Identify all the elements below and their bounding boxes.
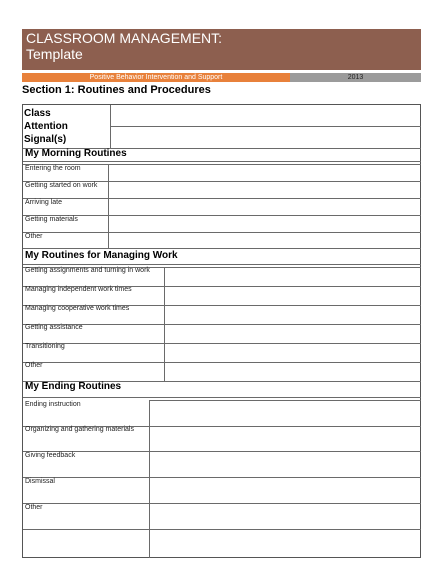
program-label: Positive Behavior Intervention and Support <box>22 73 290 82</box>
row-label: Other <box>25 504 43 511</box>
subtitle-bar <box>22 73 421 82</box>
year-label: 2013 <box>290 73 421 82</box>
row-label: Organizing and gathering materials <box>25 426 134 433</box>
row-label: Entering the room <box>25 165 81 172</box>
morning-routines-heading: My Morning Routines <box>25 148 127 159</box>
row-label: Giving feedback <box>25 452 76 459</box>
title-banner <box>22 29 421 70</box>
section-title: Section 1: Routines and Procedures <box>22 84 211 96</box>
ending-routines-heading: My Ending Routines <box>25 381 122 392</box>
row-label: Transitioning <box>25 343 65 350</box>
row-label: Arriving late <box>25 199 62 206</box>
row-label: Dismissal <box>25 478 55 485</box>
row-label: Other <box>25 233 43 240</box>
row-label: Getting materials <box>25 216 78 223</box>
row-label: Managing cooperative work times <box>25 305 130 312</box>
work-routines-heading: My Routines for Managing Work <box>25 250 178 261</box>
title-line-2: Template <box>26 46 83 62</box>
row-label: Getting assistance <box>25 324 83 331</box>
title-line-1: CLASSROOM MANAGEMENT: <box>26 30 223 46</box>
attention-signal-label: Class Attention Signal(s) <box>24 108 68 145</box>
row-label: Ending instruction <box>25 401 81 408</box>
row-label: Managing independent work times <box>25 286 132 293</box>
row-label: Other <box>25 362 43 369</box>
row-label: Getting started on work <box>25 182 98 189</box>
row-label: Getting assignments and turning in work <box>25 267 150 274</box>
